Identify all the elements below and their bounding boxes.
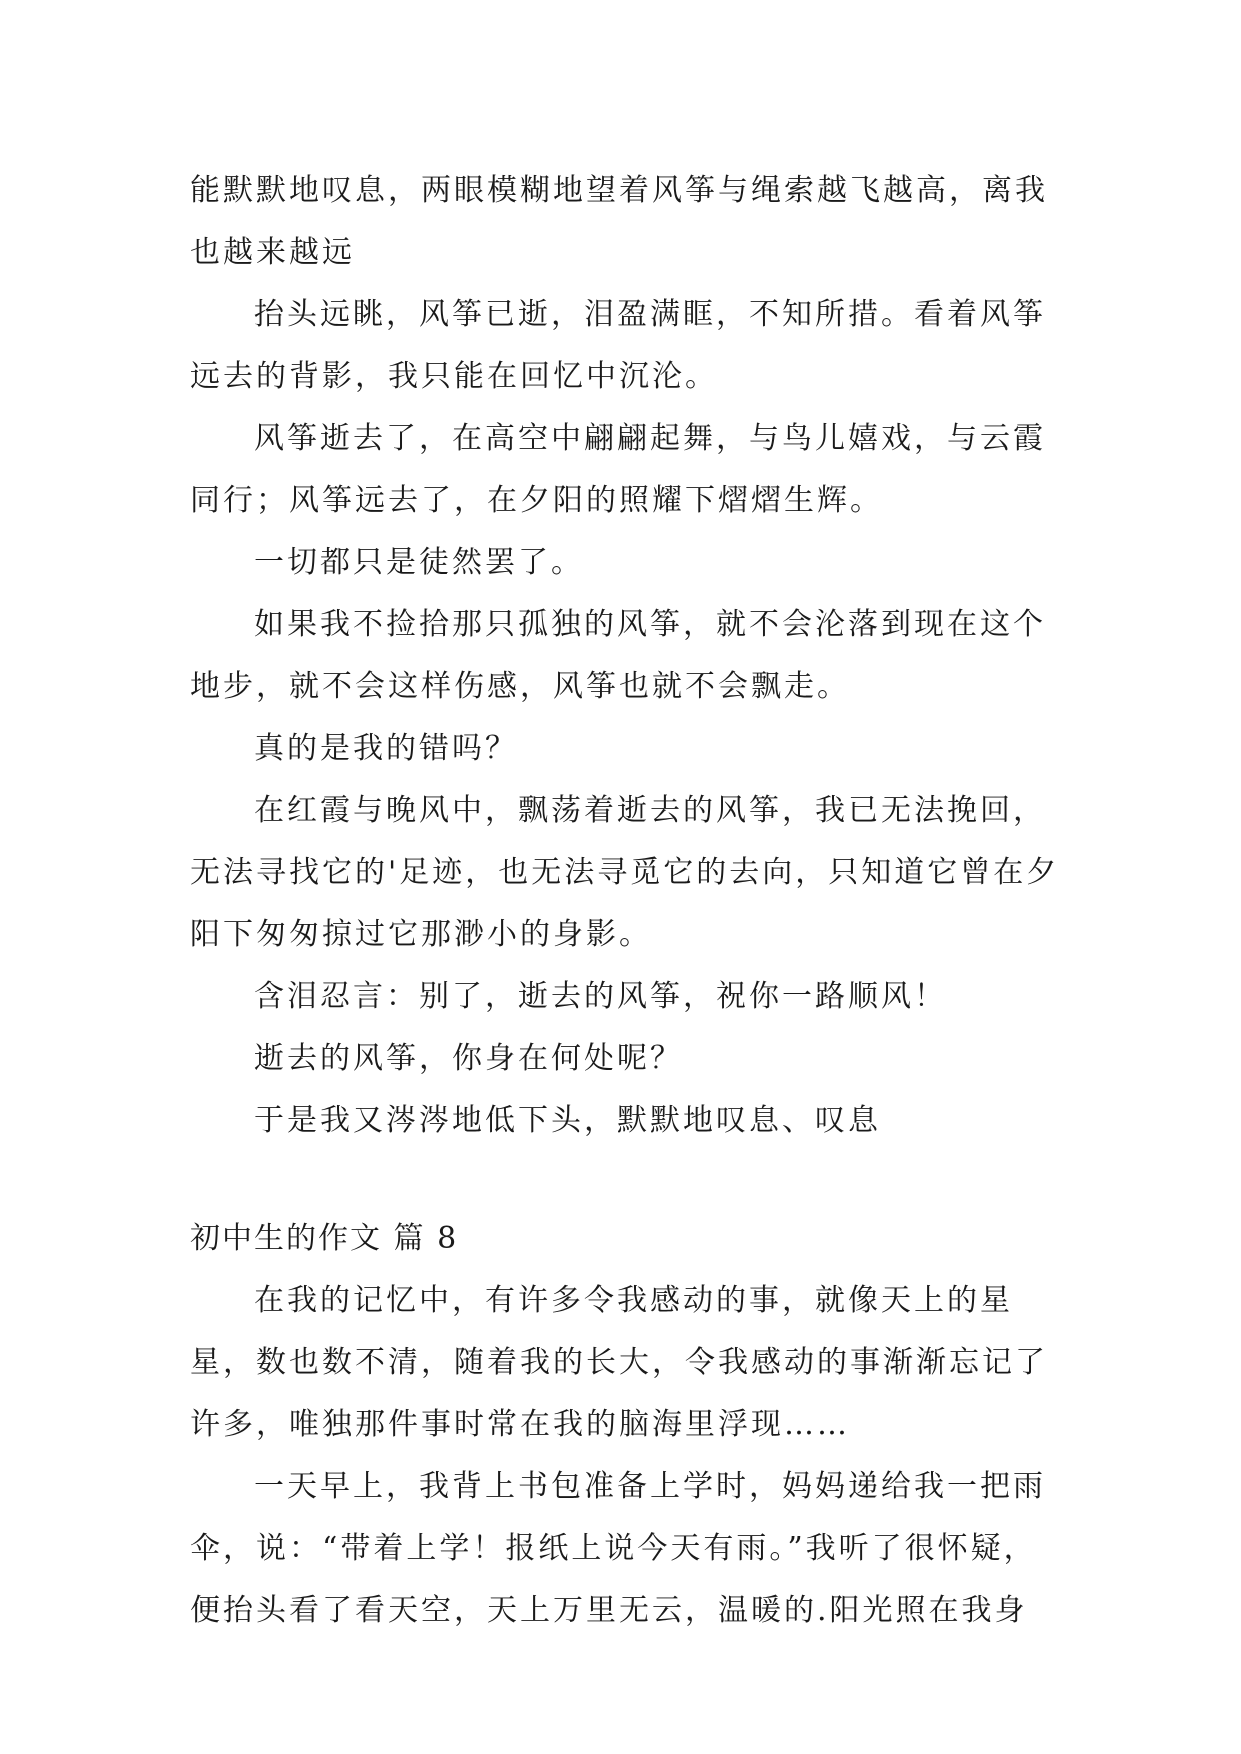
paragraph: 在红霞与晚风中，飘荡着逝去的风筝，我已无法挽回，无法寻找它的'足迹，也无法寻觅它的去向，只知道它曾在夕阳下匆匆掠过它那渺小的身影。 xyxy=(190,793,1060,952)
paragraph: 一切都只是徒然罢了。 xyxy=(254,545,584,580)
document-content xyxy=(190,160,1060,1642)
paragraph: 风筝逝去了，在高空中翩翩起舞，与鸟儿嬉戏，与云霞同行；风筝远去了，在夕阳的照耀下熠熠生辉。 xyxy=(190,421,1046,518)
paragraph: 于是我又涔涔地低下头，默默地叹息、叹息 xyxy=(254,1103,881,1138)
paragraph: 含泪忍言：别了，逝去的风筝，祝你一路顺风！ xyxy=(254,979,947,1014)
paragraph: 抬头远眺，风筝已逝，泪盈满眶，不知所措。看着风筝远去的背影，我只能在回忆中沉沦。 xyxy=(190,297,1046,394)
paragraph: 真的是我的错吗？ xyxy=(254,731,518,766)
paragraph: 逝去的风筝，你身在何处呢？ xyxy=(254,1041,683,1076)
paragraph: 一天早上，我背上书包准备上学时，妈妈递给我一把雨伞，说：“带着上学！报纸上说今天有雨。”我听了很怀疑，便抬头看了看天空，天上万里无云，温暖的.阳光照在我身 xyxy=(190,1469,1046,1628)
paragraph: 如果我不捡拾那只孤独的风筝，就不会沦落到现在这个地步，就不会这样伤感，风筝也就不会飘走。 xyxy=(190,607,1046,704)
paragraph-continuation: 能默默地叹息，两眼模糊地望着风筝与绳索越飞越高，离我也越来越远 xyxy=(190,173,1048,270)
paragraph: 在我的记忆中，有许多令我感动的事，就像天上的星星，数也数不清，随着我的长大，令我感动的事渐渐忘记了许多，唯独那件事时常在我的脑海里浮现…… xyxy=(190,1283,1048,1442)
section-heading: 初中生的作文 篇 8 xyxy=(190,1221,459,1256)
